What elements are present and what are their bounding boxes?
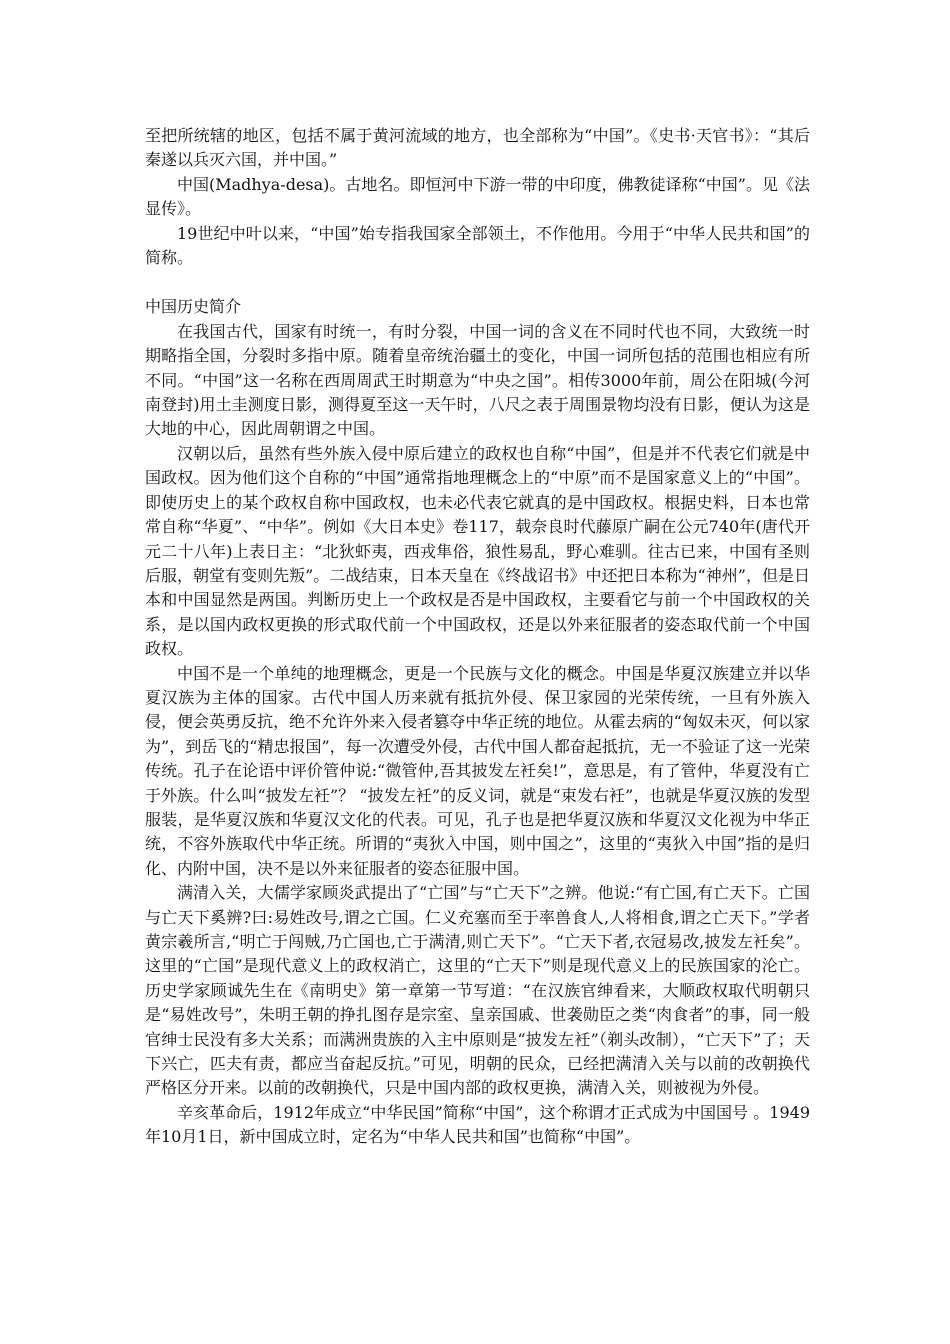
document-body <box>145 124 810 1150</box>
paragraph-after-revolution: 辛亥革命后，1912年成立“中华民国”简称“中国”，这个称谓才正式成为中国国号 。1949年10月1日，新中国成立时，定名为“中华人民共和国”也简称“中国”。 <box>145 1102 810 1147</box>
paragraph-spacer <box>145 270 810 295</box>
paragraph-19th-century: 19世纪中叶以来，“中国”始专指我国家全部领土，不作他用。今用于“中华人民共和国”的简称。 <box>145 223 810 268</box>
paragraph-qing-entry: 满清入关，大儒学家顾炎武提出了“亡国”与“亡天下”之辨。他说:“有亡国,有亡天下。亡国与亡天下奚辨?曰:易姓改号,谓之亡国。仁义充塞而至于率兽食人,人将相食,谓之亡天下。”学者黄宗羲所言,“明亡于闯贼,乃亡国也,亡于满清,则亡天下”。“亡天下者,衣冠易改,披发左衽矣”。这里的“亡国”是现代意义上的政权消亡，这里的“亡天下”则是现代意义上的民族国家的沦亡。 历史学家顾诚先生在《南明史》第一章第一节写道：“在汉族官绅看来，大顺政权取代明朝只是“易姓改号”，朱明王朝的挣扎图存是宗室、皇亲国戚、世袭勋臣之类“肉食者”的事，同一般官绅士民没有多大关系；而满洲贵族的入主中原则是“披发左衽”（剃头改制），“亡天下”了；天下兴亡，匹夫有责，都应当奋起反抗。”可见，明朝的民众，已经把满清入关与以前的改朝换代严格区分开来。以前的改朝换代，只是中国内部的政权更换，满清入关，则被视为外侵。 <box>145 883 810 1098</box>
paragraph-madhya-desa: 中国(Madhya-desa)。古地名。即恒河中下游一带的中印度，佛教徒译称“中国”。见《法显传》。 <box>145 174 810 219</box>
section-heading: 中国历史简介 <box>145 297 242 317</box>
paragraph-ancient-china: 在我国古代，国家有时统一，有时分裂，中国一词的含义在不同时代也不同，大致统一时期略指全国，分裂时多指中原。随着皇帝统治疆土的变化，中国一词所包括的范围也相应有所不同。“中国”这一名称在西周周武王时期意为“中央之国”。相传3000年前，周公在阳城(今河南登封)用土圭测度日影，测得夏至这一天午时，八尺之表于周围景物均没有日影，便认为这是大地的中心，因此周朝谓之中国。 <box>145 321 810 439</box>
paragraph-after-han: 汉朝以后，虽然有些外族入侵中原后建立的政权也自称“中国”，但是并不代表它们就是中国政权。因为他们这个自称的“中国”通常指地理概念上的“中原”而不是国家意义上的“中国”。即使历史上的某个政权自称中国政权，也未必代表它就真的是中国政权。根据史料，日本也常常自称“华夏”、“中华”。例如《大日本史》卷117，载奈良时代藤原广嗣在公元740年(唐代开元二十八年)上表日主：“北狄虾夷，西戎隼俗，狼性易乱，野心难驯。往古已来，中国有圣则后服，朝堂有变则先叛”。二战结束，日本天皇在《终战诏书》中还把日本称为“神州”，但是日本和中国显然是两国。判断历史上一个政权是否是中国政权，主要看它与前一个中国政权的关系，是以国内政权更换的形式取代前一个中国政权，还是以外来征服者的姿态取代前一个中国政权。 <box>145 443 810 659</box>
paragraph-tianguanshu: 至把所统辖的地区，包括不属于黄河流域的地方，也全部称为“中国”。《史书·天官书》：“其后秦遂以兵灭六国，并中国。” <box>145 126 810 170</box>
paragraph-nation-culture: 中国不是一个单纯的地理概念，更是一个民族与文化的概念。中国是华夏汉族建立并以华夏汉族为主体的国家。古代中国人历来就有抵抗外侵、保卫家园的光荣传统，一旦有外族入侵，便会英勇反抗，绝不允许外来入侵者篡夺中华正统的地位。从霍去病的“匈奴未灭，何以家为”，到岳飞的“精忠报国”，每一次遭受外侵，古代中国人都奋起抵抗，无一不验证了这一光荣传统。孔子在论语中评价管仲说:“微管仲,吾其披发左衽矣!”，意思是，有了管仲，华夏没有亡于外族。什么叫“披发左衽”？ “披发左衽”的反义词，就是“束发右衽”，也就是华夏汉族的发型服装，是华夏汉族和华夏汉文化的代表。可见，孔子也是把华夏汉族和华夏汉文化视为中华正统，不容外族取代中华正统。所谓的“夷狄入中国，则中国之”，这里的“夷狄入中国”指的是归化、内附中国，决不是以外来征服者的姿态征服中国。 <box>145 663 810 878</box>
